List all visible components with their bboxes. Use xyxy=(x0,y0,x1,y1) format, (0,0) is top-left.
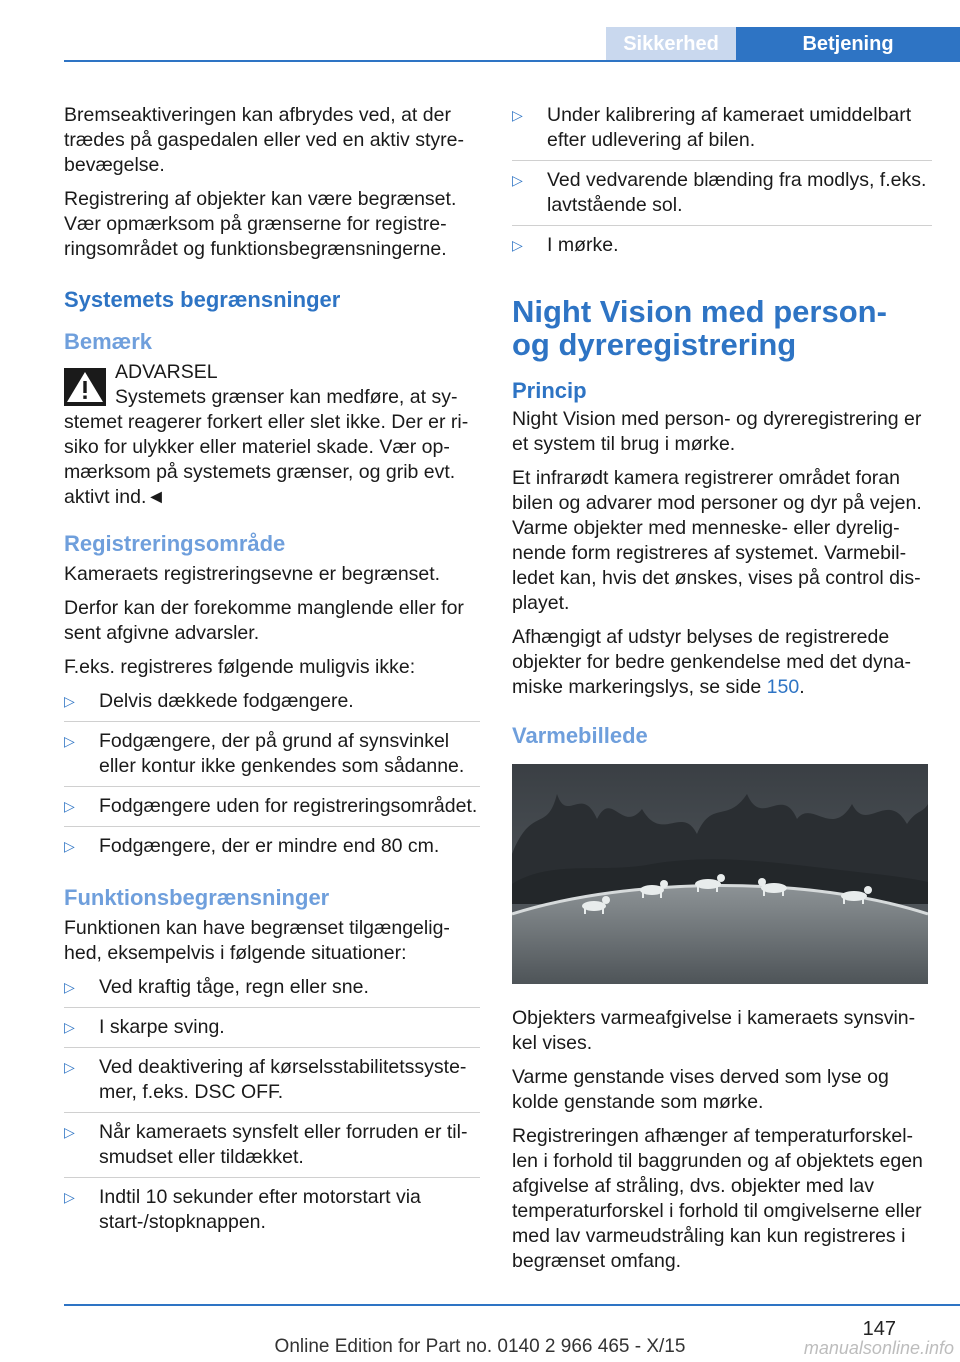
warning-title: ADVARSEL xyxy=(115,361,218,383)
right-column xyxy=(512,103,932,1283)
subheading-principle: Princip xyxy=(512,378,587,403)
paragraph: F.eks. registreres følgende muligvis ikke: xyxy=(64,656,416,678)
triangle-bullet-icon: ▷ xyxy=(64,1059,75,1075)
triangle-bullet-icon: ▷ xyxy=(64,733,75,749)
bullet-list-continued xyxy=(512,103,932,265)
list-item: ▷ Ved deaktivering af kørselsstabilitetssystemer, f.eks. DSC OFF. xyxy=(64,1055,480,1113)
paragraph: Derfor kan der forekomme manglende eller for sent afgivne advarsler. xyxy=(64,597,464,644)
paragraph: Kameraets registreringsevne er begrænset. xyxy=(64,563,441,585)
bullet-list-function xyxy=(64,975,480,1242)
thermal-image-figure xyxy=(512,764,928,984)
triangle-bullet-icon: ▷ xyxy=(64,1019,75,1035)
triangle-bullet-icon: ▷ xyxy=(64,1124,75,1140)
list-item: ▷ Ved vedvarende blænding fra modlys, f.eks. lavtstående sol. xyxy=(512,168,932,226)
edition-footer: Online Edition for Part no. 0140 2 966 465 - X/15 xyxy=(274,1336,686,1357)
footer-rule xyxy=(64,1304,960,1306)
triangle-bullet-icon: ▷ xyxy=(64,838,75,854)
list-item: ▷ Delvis dækkede fodgængere. xyxy=(64,689,480,722)
paragraph: Et infrarødt kamera registrerer området foran bilen og advarer mod personer og dyr på vejen. Varme objekter med menneske- eller dyrelignende form registreres af systemet. Varmebilledet kan, hvis det ønskes, vises på control displayet. xyxy=(512,467,922,614)
bullet-list-area xyxy=(64,689,480,866)
list-item: ▷ Fodgængere, der er mindre end 80 cm. xyxy=(64,835,440,857)
list-item: ▷ Fodgængere uden for registreringsområdet. xyxy=(64,794,480,827)
subheading-area: Registreringsområde xyxy=(64,531,286,556)
warning-text-first: Systemets grænser kan medføre, at sy- xyxy=(115,386,458,408)
paragraph: Objekters varmeafgivelse i kameraets synsvinkel vises. xyxy=(512,1007,916,1054)
triangle-bullet-icon: ▷ xyxy=(512,107,523,123)
triangle-bullet-icon: ▷ xyxy=(512,172,523,188)
list-item: ▷ Under kalibrering af kameraet umiddelbart efter udlevering af bilen. xyxy=(512,103,932,161)
page-link[interactable]: 150 xyxy=(766,676,800,698)
triangle-bullet-icon: ▷ xyxy=(64,979,75,995)
list-item: ▷ I mørke. xyxy=(512,234,619,256)
paragraph: Registrering af objekter kan være begrænset. Vær opmærksom på grænserne for registreringsområdet og funktionsbegrænsningerne. xyxy=(64,188,457,260)
warning-block xyxy=(64,360,480,510)
list-item: ▷ Fodgængere, der på grund af synsvinkel eller kontur ikke genkendes som sådanne. xyxy=(64,729,480,787)
list-item: ▷ I skarpe sving. xyxy=(64,1015,480,1048)
list-item: ▷ Ved kraftig tåge, regn eller sne. xyxy=(64,975,480,1008)
paragraph: Bremseaktiveringen kan afbrydes ved, at der trædes på gaspedalen eller ved en aktiv styrebevægelse. xyxy=(64,104,464,176)
triangle-bullet-icon: ▷ xyxy=(64,1189,75,1205)
watermark: manualsonline.info xyxy=(803,1338,954,1358)
warning-triangle-icon xyxy=(64,368,106,406)
subheading-note: Bemærk xyxy=(64,329,153,354)
list-item: ▷ Indtil 10 sekunder efter motorstart via start-/stopknappen. xyxy=(64,1186,421,1233)
tab-betjening[interactable]: Betjening xyxy=(736,27,960,61)
paragraph: Night Vision med person- og dyreregistrering er et system til brug i mørke. xyxy=(512,408,922,455)
paragraph: Funktionen kan have begrænset tilgængelighed, eksempelvis i følgende situationer: xyxy=(64,917,450,964)
section-heading-limits: Systemets begrænsninger xyxy=(64,287,341,312)
paragraph: Afhængigt af udstyr belyses de registrerede objekter for bedre genkendelse med det dynamiske markeringslys, se side 150. xyxy=(512,626,911,698)
subheading-thermal: Varmebillede xyxy=(512,723,648,748)
triangle-bullet-icon: ▷ xyxy=(64,693,75,709)
chapter-heading: Night Vision med person- og dyreregistrering xyxy=(512,294,887,362)
tab-sikkerhed[interactable]: Sikkerhed xyxy=(606,27,736,61)
triangle-bullet-icon: ▷ xyxy=(512,237,523,253)
paragraph: Varme genstande vises derved som lyse og kolde genstande som mørke. xyxy=(512,1066,889,1113)
left-column xyxy=(64,103,480,1249)
paragraph: Registreringen afhænger af temperaturforskellen i forhold til baggrunden og af objektets egen afgivelse af stråling, dvs. objekter med lav temperaturforskel i forhold til omgivelserne eller med lav varmeudstråling kan kun registreres i begrænset omfang. xyxy=(512,1125,923,1272)
header-rule xyxy=(64,60,960,62)
triangle-bullet-icon: ▷ xyxy=(64,798,75,814)
subheading-function-limits: Funktionsbegrænsninger xyxy=(64,885,330,910)
list-item: ▷ Når kameraets synsfelt eller forruden er tilsmudset eller tildækket. xyxy=(64,1120,480,1178)
page-number: 147 xyxy=(862,1318,896,1340)
warning-text: stemet reagerer forkert eller slet ikke. Der er risiko for ulykker eller materiel skade. Vær opmærksom på systemets grænser, og grib evt. aktivt ind.◄ xyxy=(64,411,469,508)
